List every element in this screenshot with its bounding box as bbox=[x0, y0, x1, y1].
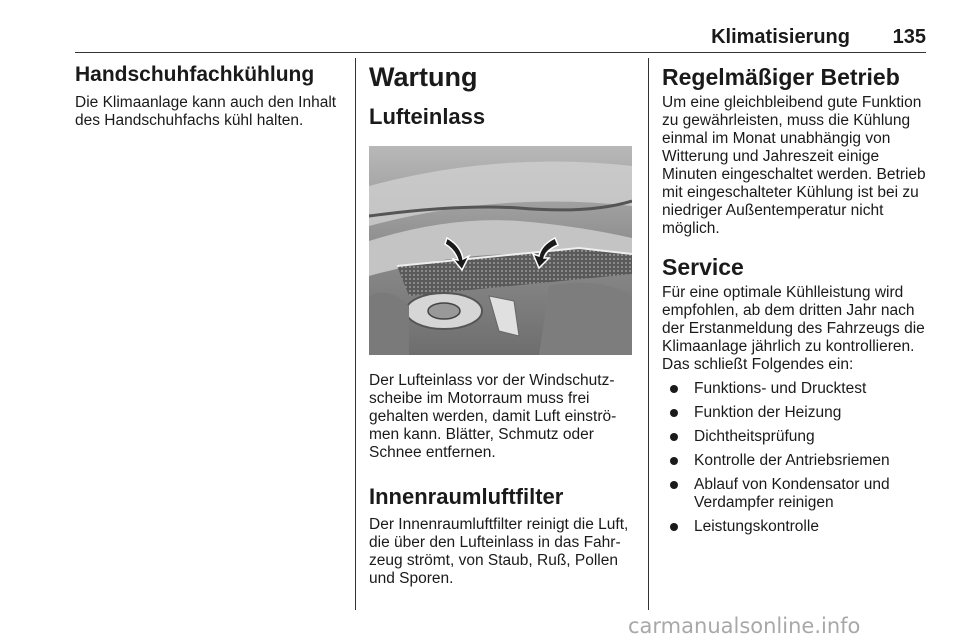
list-item bbox=[662, 428, 930, 446]
watermark: carmanualsonline.info bbox=[628, 614, 861, 638]
column-divider-right bbox=[648, 58, 649, 610]
list-item-text: Dichtheitsprüfung bbox=[694, 428, 815, 445]
column-2 bbox=[369, 60, 634, 588]
list-item-text: Kontrolle der Antriebsriemen bbox=[694, 452, 890, 469]
header-rule bbox=[75, 52, 926, 53]
list-item-text: Funktions- und Drucktest bbox=[694, 380, 867, 397]
list-item bbox=[662, 404, 930, 422]
list-item bbox=[662, 380, 930, 398]
list-item-text: Leistungskontrolle bbox=[694, 518, 819, 535]
section-heading-service: Service bbox=[662, 254, 744, 280]
page-header-title: Klimatisierung bbox=[711, 26, 850, 48]
bullet-icon bbox=[670, 481, 678, 489]
air-intake-figure bbox=[369, 146, 632, 355]
column-3 bbox=[662, 60, 930, 536]
list-item bbox=[662, 518, 930, 536]
list-item bbox=[662, 452, 930, 470]
subheading-cabin-filter: Innenraumluftfilter bbox=[369, 484, 564, 509]
section-heading-maintenance: Wartung bbox=[369, 62, 478, 92]
list-item-text: Funktion der Heizung bbox=[694, 404, 842, 421]
subheading-air-intake: Lufteinlass bbox=[369, 104, 486, 129]
section-heading-regular-operation: Regelmäßiger Betrieb bbox=[662, 64, 900, 90]
cabin-filter-text: Der Innenraumluftfilter reinigt die Luft, die über den Lufteinlass in das Fahrzeug strömt, von Staub, Ruß, Pollen und Sporen. bbox=[369, 516, 629, 587]
service-text: Für eine optimale Kühlleistung wird empfohlen, ab dem dritten Jahr nach der Erstanmeldung des Fahrzeugs die Klimaanlage jährlich zu kontrollieren. Das schließt Folgendes ein: bbox=[662, 284, 925, 373]
list-item-text: Ablauf von Kondensator und Verdampfer reinigen bbox=[694, 476, 890, 511]
bullet-icon bbox=[670, 433, 678, 441]
column-divider-left bbox=[355, 58, 356, 610]
glovebox-cooling-text: Die Klimaanlage kann auch den Inhalt des Handschuhfachs kühl halten. bbox=[75, 94, 337, 129]
bullet-icon bbox=[670, 523, 678, 531]
air-intake-text: Der Lufteinlass vor der Windschutzscheibe im Motorraum muss frei gehalten werden, damit Luft einströmen kann. Blätter, Schmutz oder Schnee entfernen. bbox=[369, 372, 617, 461]
bullet-icon bbox=[670, 385, 678, 393]
page-number: 135 bbox=[892, 26, 926, 48]
list-item bbox=[662, 476, 930, 512]
service-checklist bbox=[662, 380, 930, 536]
regular-operation-text: Um eine gleichbleibend gute Funktion zu gewährleisten, muss die Kühlung einmal im Monat unabhängig von Witterung und Jahreszeit einige Minuten eingeschaltet werden. Betrieb mit eingeschalteter Kühlung ist bei zu niedriger Außentemperatur nicht möglich. bbox=[662, 94, 926, 237]
bullet-icon bbox=[670, 457, 678, 465]
section-heading-glovebox-cooling: Handschuhfachkühlung bbox=[75, 63, 315, 86]
bullet-icon bbox=[670, 409, 678, 417]
column-1 bbox=[75, 60, 343, 130]
